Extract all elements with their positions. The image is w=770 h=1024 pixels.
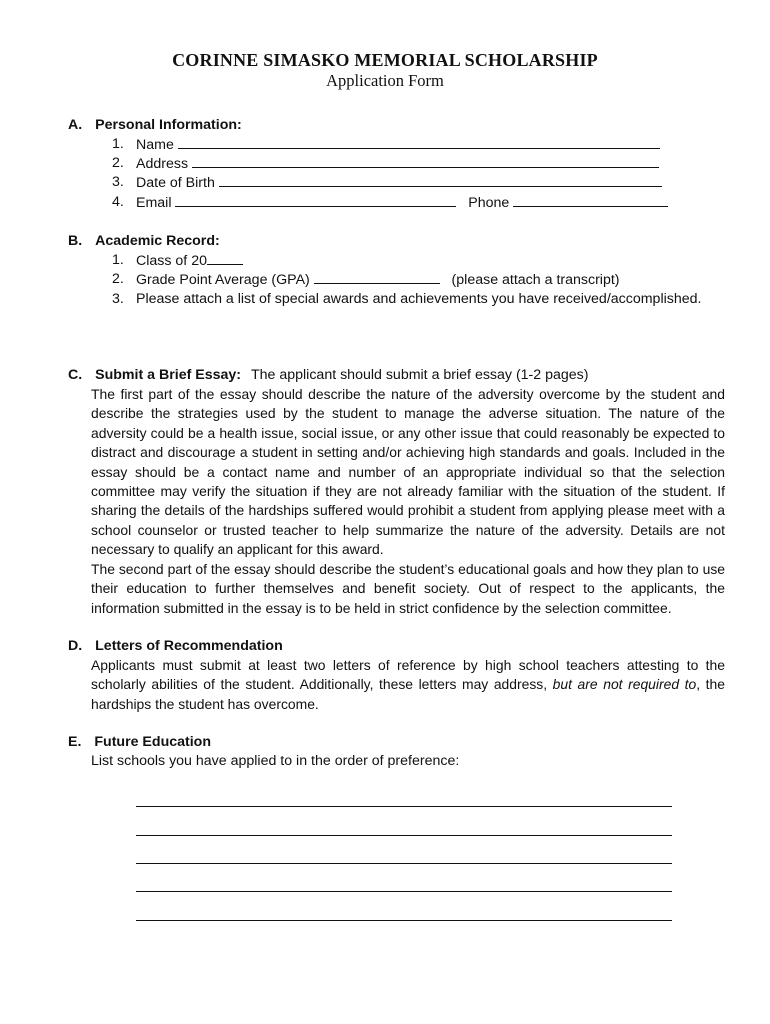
item-number: 2. [112, 155, 124, 171]
item-number: 3. [112, 291, 124, 307]
section-b-letter: B. [68, 233, 83, 249]
recommendation-italic: but are not required to [552, 676, 697, 693]
class-year-field[interactable] [207, 251, 243, 265]
section-d-letter: D. [68, 638, 83, 654]
section-a-heading-row [68, 116, 242, 136]
essay-intro: The applicant should submit a brief essay (1-2 pages) [250, 367, 589, 383]
section-c-heading-row [68, 366, 589, 386]
date-of-birth-field[interactable] [219, 173, 662, 187]
gpa-field[interactable] [314, 270, 440, 284]
item-number: 4. [112, 194, 124, 210]
section-a-letter: A. [68, 117, 83, 133]
section-e-heading-row [68, 733, 211, 753]
school-line-4[interactable] [136, 891, 672, 892]
section-d-heading-row [68, 637, 283, 657]
address-field[interactable] [192, 154, 659, 168]
date-of-birth-label: Date of Birth [136, 175, 215, 191]
name-field[interactable] [178, 135, 660, 149]
essay-paragraph-2 [91, 560, 725, 618]
item-number: 1. [112, 252, 124, 268]
section-c-letter: C. [68, 367, 83, 383]
section-e-heading: Future Education [94, 734, 212, 750]
email-field[interactable] [175, 193, 456, 207]
class-of-label: Class of 20 [136, 253, 207, 269]
item-number: 1. [112, 136, 124, 152]
recommendation-text-end: , the hardships the student has overcome. [91, 676, 725, 712]
section-b-heading: Academic Record: [95, 233, 220, 249]
form-title: CORINNE SIMASKO MEMORIAL SCHOLARSHIP [172, 50, 598, 70]
section-a-heading: Personal Information: [95, 117, 242, 133]
transcript-note: (please attach a transcript) [451, 272, 620, 288]
school-line-3[interactable] [136, 863, 672, 864]
recommendation-paragraph [91, 656, 725, 714]
address-label: Address [136, 156, 189, 172]
essay-paragraph-1-text: The first part of the essay should describe the nature of the adversity overcome by the student and describe the strategies used by the student to manage the adverse situation. The nature of the adversity could be a health issue, social issue, or any other issue that could reasonably be expected to distract and discourage a student in setting and/or achieving high standards and goals. Included in the essay should be a contact name and number of an appropriate individual so that the selection committee may verify the situation if they are not already familiar with the situation of the student. If sharing the details of the hardships suffered would prohibit a student from applying please meet with a school counselor or trusted teacher to help summarize the nature of the adversity. Details are not necessary to qualify an applicant for this award. [91, 386, 725, 558]
school-line-5[interactable] [136, 920, 672, 921]
item-number: 3. [112, 174, 124, 190]
awards-instruction: Please attach a list of special awards and achievements you have received/accomplished. [136, 291, 702, 307]
item-number: 2. [112, 271, 124, 287]
section-c-heading: Submit a Brief Essay: [95, 367, 242, 383]
school-line-1[interactable] [136, 806, 672, 807]
future-education-instruction: List schools you have applied to in the order of preference: [91, 753, 460, 769]
phone-field[interactable] [513, 193, 668, 207]
section-b-heading-row [68, 232, 220, 252]
recommendation-text: Applicants must submit at least two letters of reference by high school teachers attesting to the scholarly abilities of the student. Additionally, these letters may address, [91, 657, 725, 693]
gpa-label: Grade Point Average (GPA) [136, 272, 310, 288]
essay-paragraph-1 [91, 385, 725, 560]
section-d-heading: Letters of Recommendation [95, 638, 283, 654]
email-label: Email [136, 195, 172, 211]
name-label: Name [136, 137, 174, 153]
essay-paragraph-2-text: The second part of the essay should describe the student’s educational goals and how they plan to use their education to further themselves and benefit society. Out of respect to the applicants, the information submitted in the essay is to be held in strict confidence by the selection committee. [91, 561, 725, 616]
form-subtitle: Application Form [326, 71, 444, 90]
section-e-letter: E. [68, 734, 82, 750]
phone-label: Phone [468, 195, 510, 211]
school-line-2[interactable] [136, 835, 672, 836]
